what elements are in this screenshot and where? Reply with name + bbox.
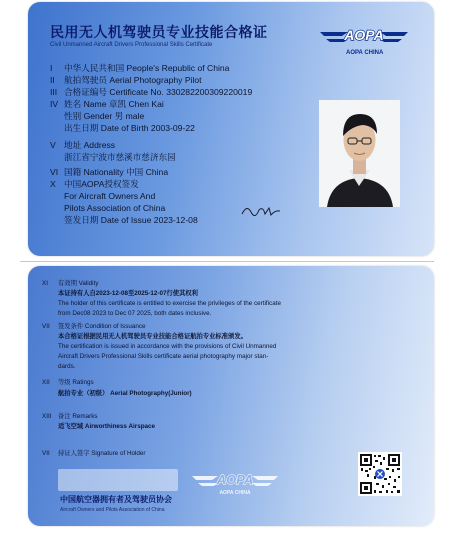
line-text: 中华人民共和国 People's Republic of China — [64, 63, 230, 73]
front-info-line — [50, 98, 164, 110]
line-number: VII — [42, 323, 50, 330]
front-info-line — [50, 139, 115, 151]
line-text: 本合格证根据民用无人机驾驶员专业技能合格证航拍专业标准颁发。 — [58, 333, 247, 340]
line-text: Aircraft Drivers Professional Skills certificate aerial photography major stan- — [58, 353, 269, 360]
front-info-line — [50, 202, 165, 214]
line-number: I — [50, 63, 53, 73]
aopa-back-logo-icon — [190, 466, 280, 498]
back-info-line — [42, 332, 247, 341]
certificate-subtitle: Civil Unmanned Aircraft Drivers Professional Skills Certificate — [50, 42, 213, 48]
line-number: X — [50, 179, 56, 189]
back-info-line — [42, 309, 211, 318]
person-photo-icon — [319, 100, 400, 207]
front-info-line — [50, 110, 144, 122]
org-name-cn: 中国航空器拥有者及驾驶员协会 — [60, 495, 172, 504]
back-info-line — [42, 378, 94, 387]
back-info-line — [42, 449, 146, 458]
front-info-line — [50, 166, 168, 178]
line-text: 性别 Gender 男 male — [64, 111, 145, 121]
line-text: 有效期 Validity — [58, 280, 99, 287]
line-text: 签发日期 Date of Issue 2023-12-08 — [64, 215, 198, 225]
line-text: 出生日期 Date of Birth 2003-09-22 — [64, 123, 195, 133]
line-text: Pilots Association of China — [64, 203, 166, 213]
line-text: 备注 Remarks — [58, 413, 98, 420]
line-text: 浙江省宁波市慈溪市慈济东园 — [64, 152, 176, 162]
line-text: 适飞空域 Airworthiness Airspace — [58, 423, 156, 430]
line-text: 姓名 Name 章凯 Chen Kai — [64, 99, 164, 109]
org-name-en: Aircraft Owners and Pilots Association of China — [60, 507, 165, 513]
line-text: The holder of this certificate is entitled to exercise the privileges of the certificate — [58, 300, 281, 307]
line-text: 航拍驾驶员 Aerial Photography Pilot — [64, 75, 202, 85]
back-info-line — [42, 412, 98, 421]
qr-code-icon — [358, 452, 402, 496]
line-text: 合格证编号 Certificate No. 330282200309220019 — [64, 87, 253, 97]
certificate-title: 民用无人机驾驶员专业技能合格证 — [50, 24, 268, 40]
line-number: III — [50, 87, 58, 97]
front-info-line — [50, 190, 155, 202]
line-number: XII — [42, 379, 50, 386]
logo-text: AOPA — [344, 27, 384, 43]
line-number: XIII — [42, 413, 52, 420]
back-info-line — [42, 399, 58, 408]
front-info-line — [50, 62, 229, 74]
line-text: dards. — [58, 363, 76, 370]
back-info-line — [42, 279, 98, 288]
back-info-line — [42, 342, 276, 351]
line-text: 航拍专业（初级） Aerial Photography(Junior) — [58, 390, 192, 397]
holder-signature-box — [58, 469, 178, 491]
back-info-line — [42, 322, 146, 331]
line-text: 持证人签字 Signature of Holder — [58, 450, 146, 457]
back-info-line — [42, 299, 281, 308]
back-logo-sub: AOPA CHINA — [219, 490, 251, 496]
line-number: VI — [50, 167, 59, 177]
certificate-front — [28, 2, 434, 256]
line-number: VII — [42, 450, 50, 457]
back-info-line — [42, 362, 76, 371]
front-info-line — [50, 122, 195, 134]
back-logo-text: AOPA — [216, 472, 254, 487]
line-text: 本证持有人自2023-12-08至2025-12-07行使其权利 — [58, 290, 198, 297]
line-number: XI — [42, 280, 48, 287]
line-text: For Aircraft Owners And — [64, 191, 156, 201]
line-text: 签发条件 Condition of Issuance — [58, 323, 146, 330]
line-number: V — [50, 140, 56, 150]
issuer-signature — [239, 202, 283, 220]
line-text: 地址 Address — [64, 140, 116, 150]
back-info-line — [42, 422, 155, 431]
back-info-line — [42, 289, 198, 298]
front-info-line — [50, 214, 198, 226]
section-divider — [20, 261, 434, 262]
line-text: from Dec08 2023 to Dec 07 2025, both dates inclusive. — [58, 310, 212, 317]
front-info-line — [50, 74, 202, 86]
logo-subtitle: AOPA CHINA — [346, 50, 384, 56]
certificate-back — [28, 266, 434, 526]
back-info-line — [42, 436, 58, 445]
front-info-line — [50, 151, 176, 163]
front-info-line — [50, 86, 252, 98]
line-text: The certification is issued in accordance with the provisions of Civil Unmanned — [58, 343, 277, 350]
holder-photo — [319, 100, 400, 207]
back-info-line — [42, 389, 192, 398]
line-text: 等级 Ratings — [58, 379, 94, 386]
line-text: 中国AOPA授权签发 — [64, 179, 139, 189]
front-info-line — [50, 178, 139, 190]
line-number: IV — [50, 99, 59, 109]
line-number: II — [50, 75, 55, 85]
back-info-line — [42, 352, 268, 361]
line-text: 国籍 Nationality 中国 China — [64, 167, 169, 177]
